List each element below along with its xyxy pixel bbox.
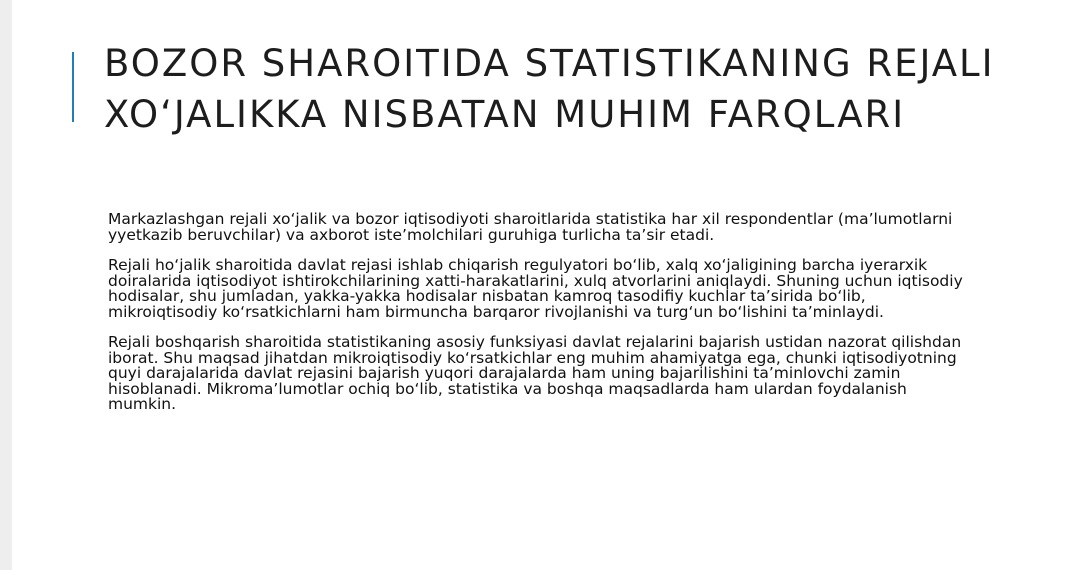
paragraph-3: Rejali boshqarish sharoitida statistikaning asosiy funksiyasi davlat rejalarini bajarish ustidan nazorat qilishdan iborat. Shu maqsad jihatdan mikroiqtisodiy ko‘rsatkichlar eng muhim ahamiyatga ega, chunki iqtisodiyotning quyi darajalarida davlat rejasini bajarish yuqori darajalarda ham uning bajarilishini ta’minlovchi zamin hisoblanadi. Mikroma’lumotlar ochiq bo‘lib, statistika va boshqa maqsadlarda ham ulardan foydalanish mumkin. xyxy=(108,333,962,413)
paragraph-2: Rejali ho‘jalik sharoitida davlat rejasi ishlab chiqarish regulyatori bo‘lib, xalq xo‘jaligining barcha iyerarxik doiralarida iqtisodiyot ishtirokchilarining xatti-harakatlarini, xulq atvorlarini aniqlaydi. Shuning uchun iqtisodiy hodisalar, shu jumladan, yakka-yakka hodisalar nisbatan kamroq tasodifiy kuchlar ta’sirida bo‘lib, mikroiqtisodiy ko‘rsatkichlarni ham birmuncha barqaror rivojlanishi va turg‘un bo‘lishini ta’minlaydi. xyxy=(108,256,963,321)
paragraph-1: Markazlashgan rejali xo‘jalik va bozor iqtisodiyoti sharoitlarida statistika har xil respondentlar (ma’lumotlarni yyetkazib beruvchilar) va axborot iste’molchilari guruhiga turlicha ta’sir etadi. xyxy=(108,210,953,244)
slide-body xyxy=(108,212,968,428)
slide-title-line-2: XO‘JALIKKA NISBATAN MUHIM FARQLARI xyxy=(104,93,906,136)
title-accent-bar xyxy=(72,52,74,122)
slide-title-line-1: BOZOR SHAROITIDA STATISTIKANING REJALI xyxy=(104,42,995,85)
presentation-slide xyxy=(12,0,1070,570)
slide-title xyxy=(104,38,1004,140)
window-left-edge xyxy=(0,0,12,570)
